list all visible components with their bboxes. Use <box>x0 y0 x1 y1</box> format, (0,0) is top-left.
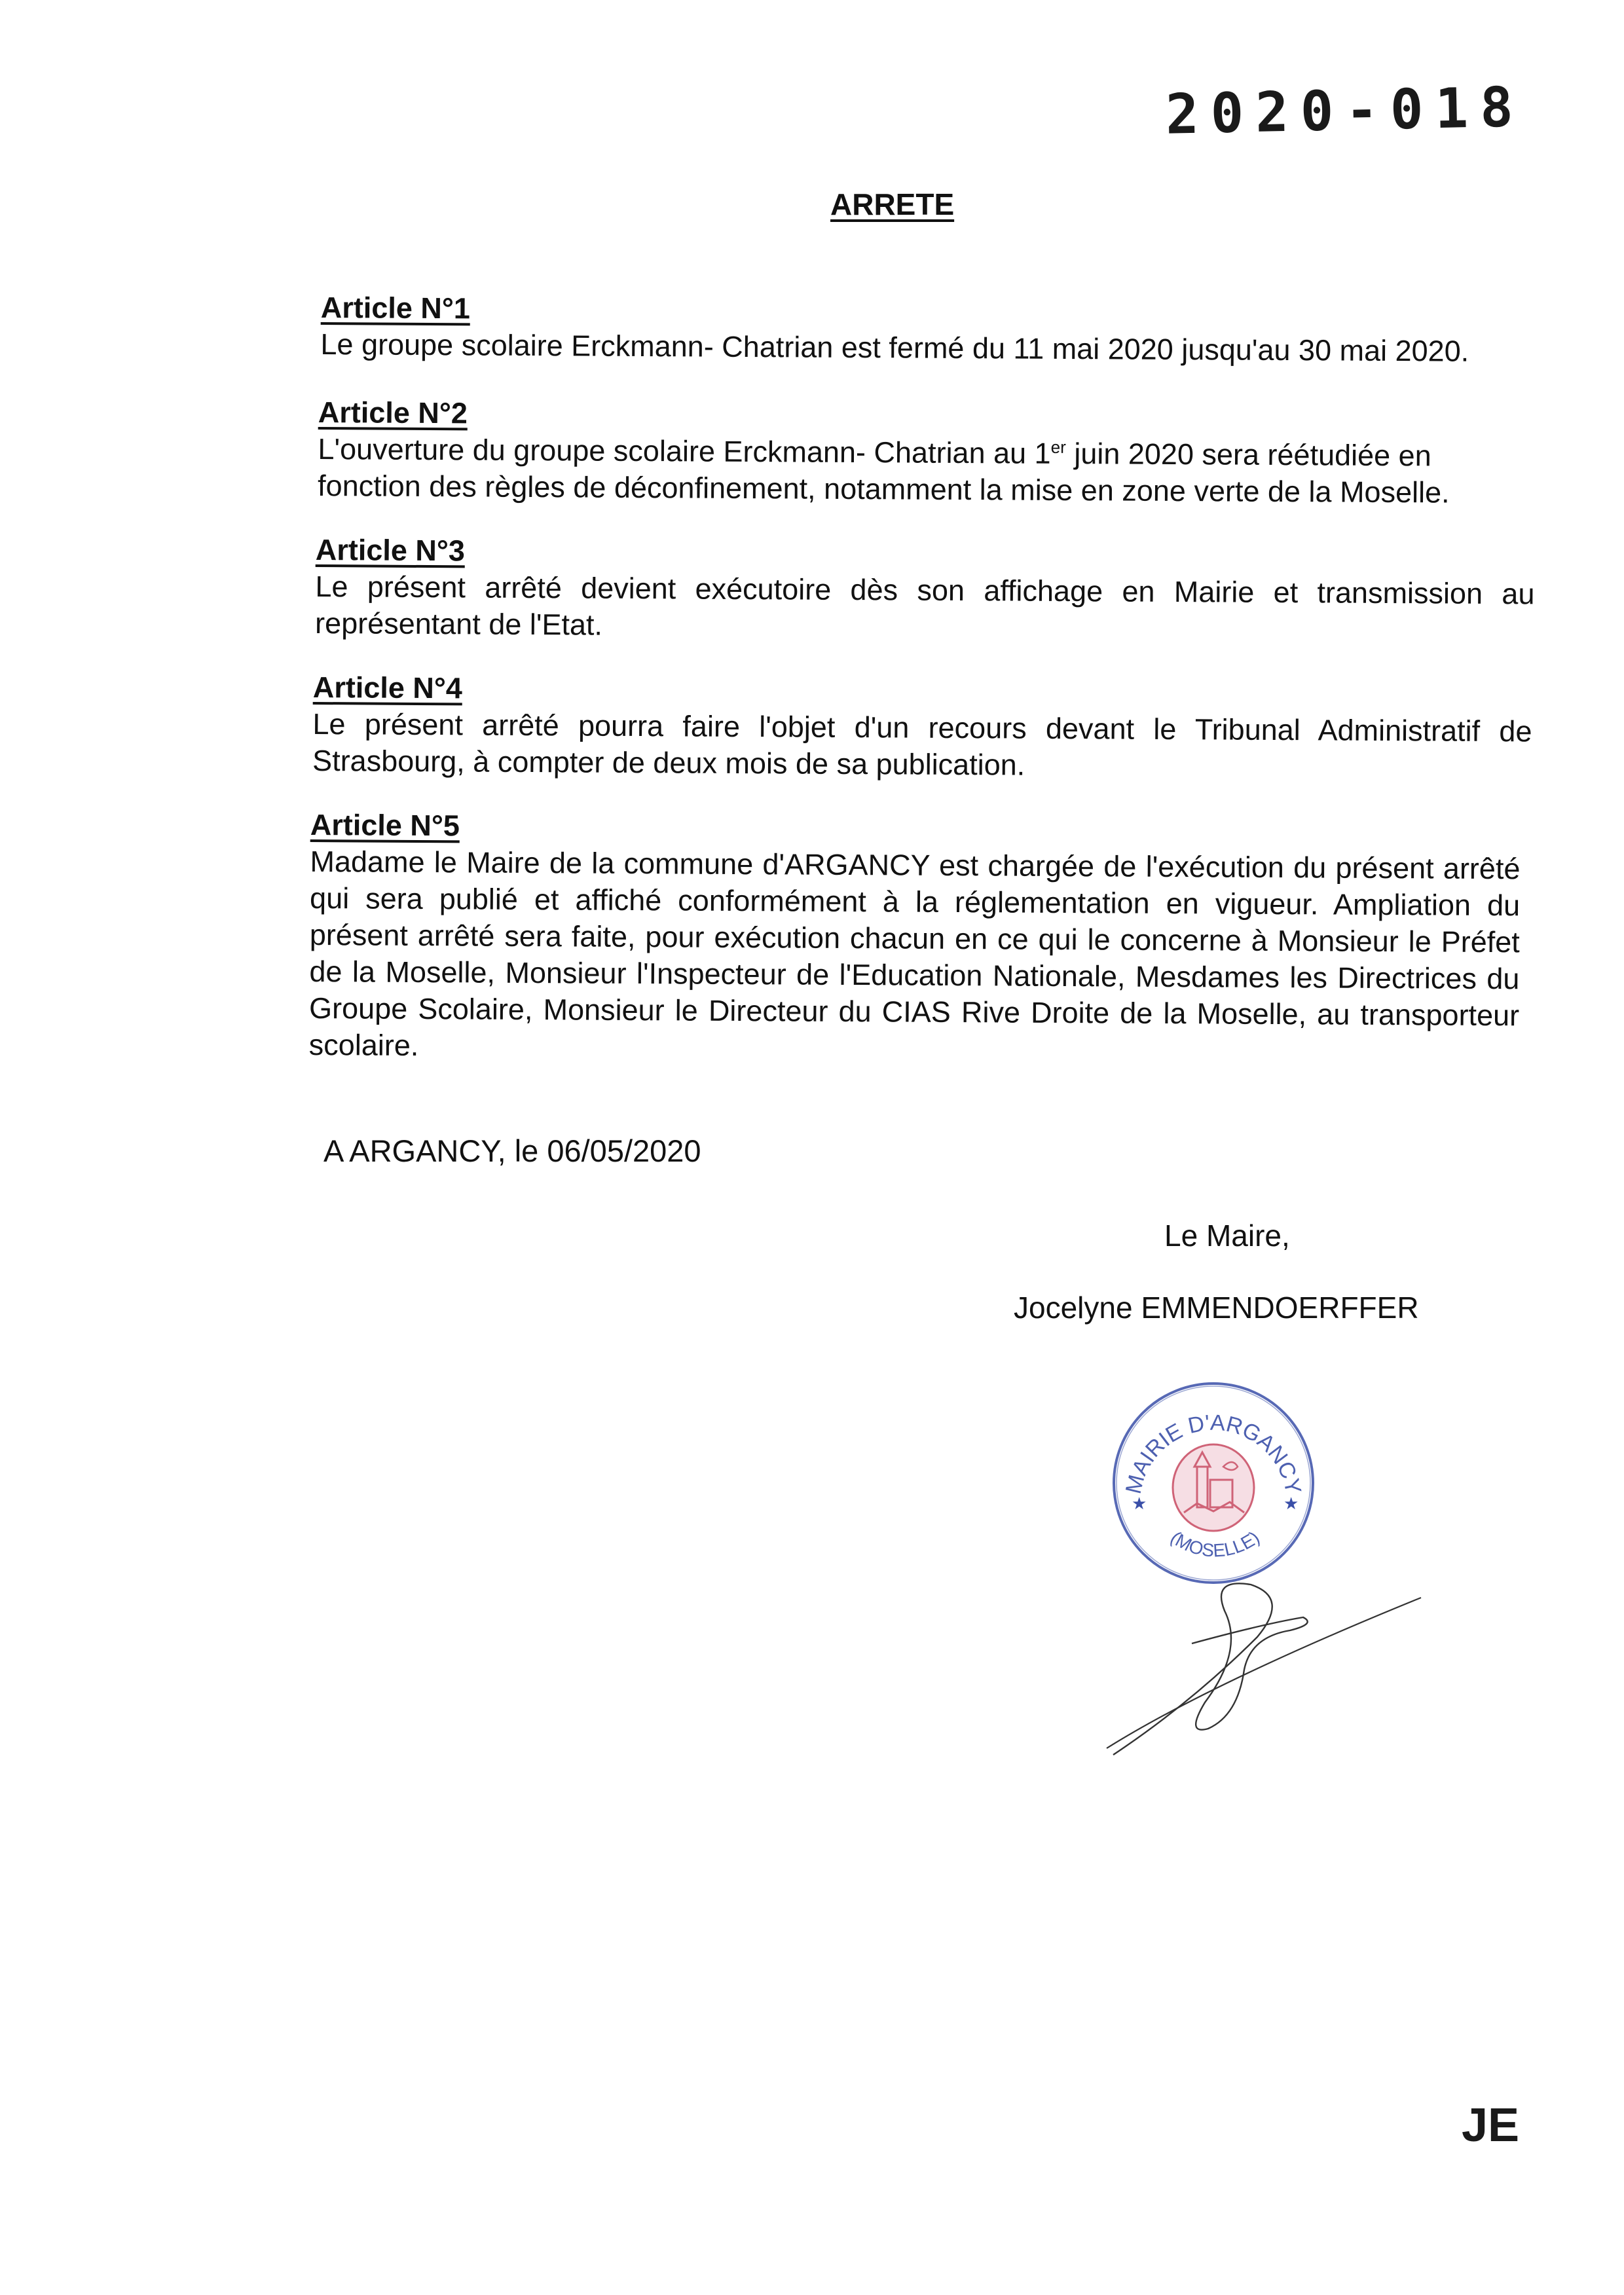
article-5 <box>309 807 1521 1071</box>
article-3 <box>315 532 1535 649</box>
article-body: Le groupe scolaire Erckmann- Chatrian est fermé du 11 mai 2020 jusqu'au 30 mai 2020. <box>320 327 1469 368</box>
article-1 <box>320 289 1532 370</box>
svg-text:★: ★ <box>1283 1494 1299 1513</box>
article-heading: Article N°5 <box>310 808 460 843</box>
article-heading: Article N°4 <box>312 670 463 705</box>
initials: JE <box>1462 2099 1520 2152</box>
place-and-date: A ARGANCY, le 06/05/2020 <box>323 1133 701 1168</box>
ordinal-superscript: er <box>1050 437 1066 457</box>
article-body: Le présent arrêté devient exécutoire dès son affichage en Mairie et transmission au représentant de l'Etat. <box>314 569 1535 642</box>
article-2 <box>318 394 1477 511</box>
article-heading: Article N°2 <box>318 395 468 430</box>
article-body: Madame le Maire de la commune d'ARGANCY est chargée de l'exécution du présent arrêté qui sera publié et affiché conformément à la réglementation en vigueur. Ampliation du présent arrêté sera faite, pour exécution chacun en ce qui le concerne à Monsieur le Préfet de la Moselle, Monsieur l'Inspecteur de l'Education Nationale, Mesdames les Directrices du Groupe Scolaire, Monsieur le Directeur du CIAS Rive Droite de la Moselle, au transporteur scolaire. <box>308 844 1521 1063</box>
stamp-bottom-text: (MOSELLE) <box>1166 1527 1264 1561</box>
svg-text:(MOSELLE) <box>1167 1527 1263 1560</box>
town-emblem-icon <box>1173 1444 1254 1531</box>
stamp-top-text: MAIRIE D'ARGANCY <box>1120 1410 1306 1497</box>
article-body: Le présent arrêté pourra faire l'objet d'un recours devant le Tribunal Administratif de Strasbourg, à compter de deux mois de sa publication. <box>312 707 1532 782</box>
article-body: L'ouverture du groupe scolaire Erckmann- Chatrian au 1er juin 2020 sera réétudiée en fonction des règles de déconfinement, notamment la mise en zone verte de la Moselle. <box>317 431 1450 509</box>
document-title: ARRETE <box>830 187 955 221</box>
article-4 <box>312 669 1532 786</box>
svg-text:★: ★ <box>1132 1494 1147 1513</box>
signatory-name: Jocelyne EMMENDOERFFER <box>1014 1291 1419 1325</box>
document-number: 2020-018 <box>1165 75 1526 147</box>
article-heading: Article N°1 <box>320 290 471 325</box>
handwritten-signature <box>1094 1558 1434 1774</box>
signatory-title: Le Maire, <box>1164 1219 1290 1253</box>
article-heading: Article N°3 <box>315 532 466 568</box>
